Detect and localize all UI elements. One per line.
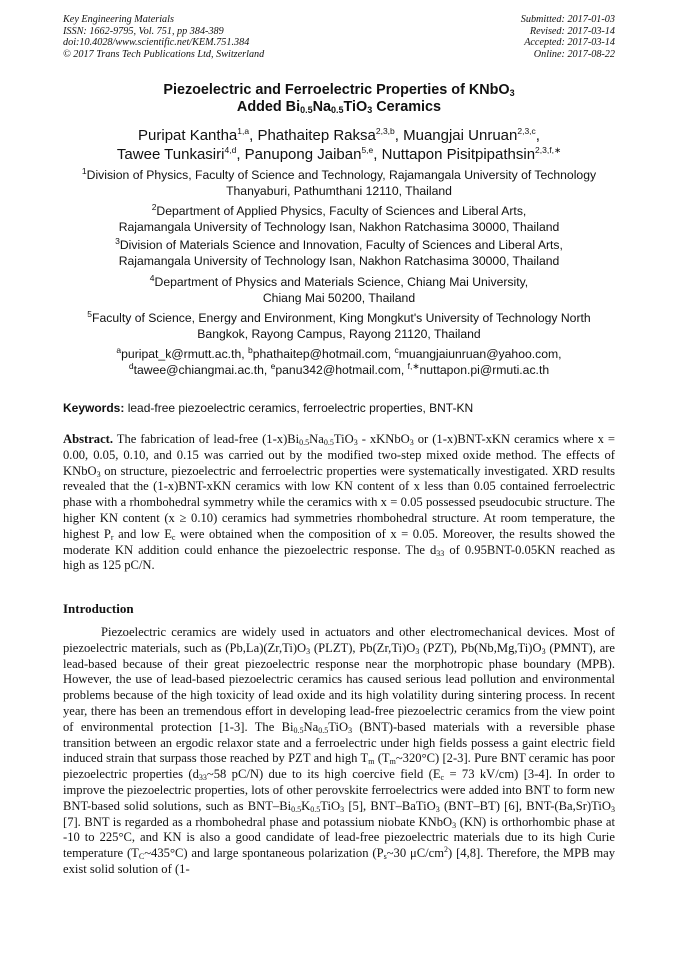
introduction-body: Piezoelectric ceramics are widely used in actuators and other electromechanical devices. Most of piezoelectric materials, such as $(Pb,La)(Zr,Ti)O_3$ (PLZT), $Pb(Zr,Ti)O_3$ (PZT), $Pb(Nb,Mg,Ti)O_3$ (PMNT), are lead-based because of their great piezoelectric response near the morphotropic phase boundary (MPB). However, the use of lead-based piezoelectric ceramics has caused serious lead pollution and environmental problems because of the high toxicity of lead oxide and its high volatility during sintering process. In recent year, there has been an tremendous effort in developing lead-free piezoelectric ceramics from the view point of environmental protection [1-3]. The $Bi_{0.5}Na_{0.5}TiO_3$ (BNT)-based materials with a reversible phase transition between an ergodic relaxor state and a ferroelectric under high fields possess a gaint electric field induced strain that surpass those reached by PZT and high $T_m$ $(T_m\sim 320^\circ C)$ [2-3]. Pure BNT ceramic has poor piezoelectric properties ($d_{33}\sim 58$ pC/N) due to its high coercive field ($E_c = 73$ kV/cm) [3-4]. In order to improve the piezoelectric properties, lots of other perovskite ferroelectrics were added into BNT to form new BNT-based solid solutions, such as BNT–$Bi_{0.5}K_{0.5}TiO_3$ [5], BNT–BaTiO$_3$ (BNT–BT) [6], BNT-(Ba,Sr)TiO$_3$ [7]. BNT is regarded as a rhombohedral phase and potassium niobate KNbO$_3$ (KN) is orthorhombic phase at -10 to 225°C, and KN is also a good candidate of lead-free piezoelectric materials due to its high Curie temperature $(T_C\sim 435^\circ C)$ and large spontaneous polarization ($P_s\sim 30$ $\mu C/cm^2$) [4,8]. Therefore, the MPB may exist solid solution of (1- <box>63 625 616 876</box>
affiliation-4: $^4$Department of Physics and Materials Science, Chiang Mai University, Chiang Mai 50200, Thailand <box>149 272 529 305</box>
revised-date: Revised: 2017-03-14 <box>529 25 615 37</box>
affiliation-1: $^1$Division of Physics, Faculty of Science and Technology, Rajamangala University of Technology Thanyaburi, Pathumthani 12110, Thailand <box>81 165 597 198</box>
accepted-date: Accepted: 2017-03-14 <box>524 37 615 49</box>
author-line-1: Puripat Kantha$^{1,a}$, Phathaitep Raksa$^{2,3,b}$, Muangjai Unruan$^{2,3,c}$, <box>138 126 540 144</box>
author: Panupong Jaiban <box>244 146 362 163</box>
copyright: © 2017 Trans Tech Publications Ltd, Switzerland <box>63 48 265 60</box>
affiliation-5: $^5$Faculty of Science, Energy and Environment, King Mongkut's University of Technology North Bangkok, Rayong Campus, Rayong 21120, Thailand <box>87 308 591 341</box>
affiliation-2: $^2$Department of Applied Physics, Faculty of Sciences and Liberal Arts, Rajamangala University of Technology Isan, Nakhon Ratchasima 30000, Thailand <box>118 201 560 234</box>
author: Puripat Kantha <box>138 127 238 144</box>
author: Tawee Tunkasiri <box>116 146 225 163</box>
author: Phathaitep Raksa <box>257 127 376 144</box>
introduction-heading: Introduction <box>63 601 134 616</box>
author-line-2: Tawee Tunkasiri$^{4,d}$, Panupong Jaiban$^{5,e}$, Nuttapon Pisitpipathsin$^{2,3,f,∗}$ <box>116 145 562 163</box>
affiliation-3: $^3$Division of Materials Science and Innovation, Faculty of Sciences and Liberal Arts, Rajamangala University of Technology Isan, Nakhon Ratchasima 30000, Thailand <box>115 235 563 268</box>
email-line-2: $^d$tawee@chiangmai.ac.th, $^e$panu342@hotmail.com, $^{f,∗}$nuttapon.pi@rmuti.ac.th <box>128 360 550 377</box>
email-list <box>40 346 638 378</box>
abstract: Abstract. The fabrication of lead-free $(1-x)Bi_{0.5}Na_{0.5}TiO_3$ - xKNbO$_3$ or (1-x)BNT-xKN ceramics where x = 0.00, 0.05, 0.10, and 0.15 was carried out by the modified two-step mixed oxide method. The effects of KNbO$_3$ on structure, piezoelectric and ferroelectric properties were systematically investigated. XRD results revealed that the (1-x)BNT-xKN ceramics with low KN content of x less than 0.05 contained ferroelectric phase with a rhombohedral symmetry while the ceramics with x = 0.05 possessed pseudocubic structure. The higher KN content (x ≥ 0.10) ceramics had symmetries rhombohedral structure. At room temperature, the highest $P_r$ and low $E_c$ were obtained when the composition of x = 0.05. Moreover, the results showed the moderate KN addition could enhance the piezoelectric response. The $d_{33}$ of 0.95BNT-0.05KN reached as high as 125 pC/N. <box>63 432 615 573</box>
author: Muangjai Unruan <box>403 127 518 144</box>
title-line-1: Piezoelectric and Ferroelectric Properties of KNbO$_3$ <box>163 82 515 98</box>
author: Nuttapon Pisitpipathsin <box>381 146 536 163</box>
doi: doi:10.4028/www.scientific.net/KEM.751.384 <box>63 37 250 49</box>
title-line-2: Added $Bi_{0.5}Na_{0.5}TiO_3$ Ceramics <box>236 99 442 115</box>
online-date: Online: 2017-08-22 <box>533 48 615 60</box>
keywords: Keywords: lead-free piezoelectric ceramics, ferroelectric properties, BNT-KN <box>63 401 474 415</box>
journal-info <box>63 14 264 60</box>
paper-title <box>63 82 615 116</box>
email-line-1: $^a$puripat_k@rmutt.ac.th, $^b$phathaitep@hotmail.com, $^c$muangjaiunruan@yahoo.com, <box>116 344 562 361</box>
journal-name: Key Engineering Materials <box>63 14 174 25</box>
submitted-date: Submitted: 2017-01-03 <box>520 14 615 25</box>
author-list <box>40 126 638 164</box>
publication-dates <box>521 14 615 60</box>
abstract-label: Abstract. <box>63 432 114 446</box>
issn: ISSN: 1662-9795, Vol. 751, pp 384-389 <box>63 25 224 37</box>
